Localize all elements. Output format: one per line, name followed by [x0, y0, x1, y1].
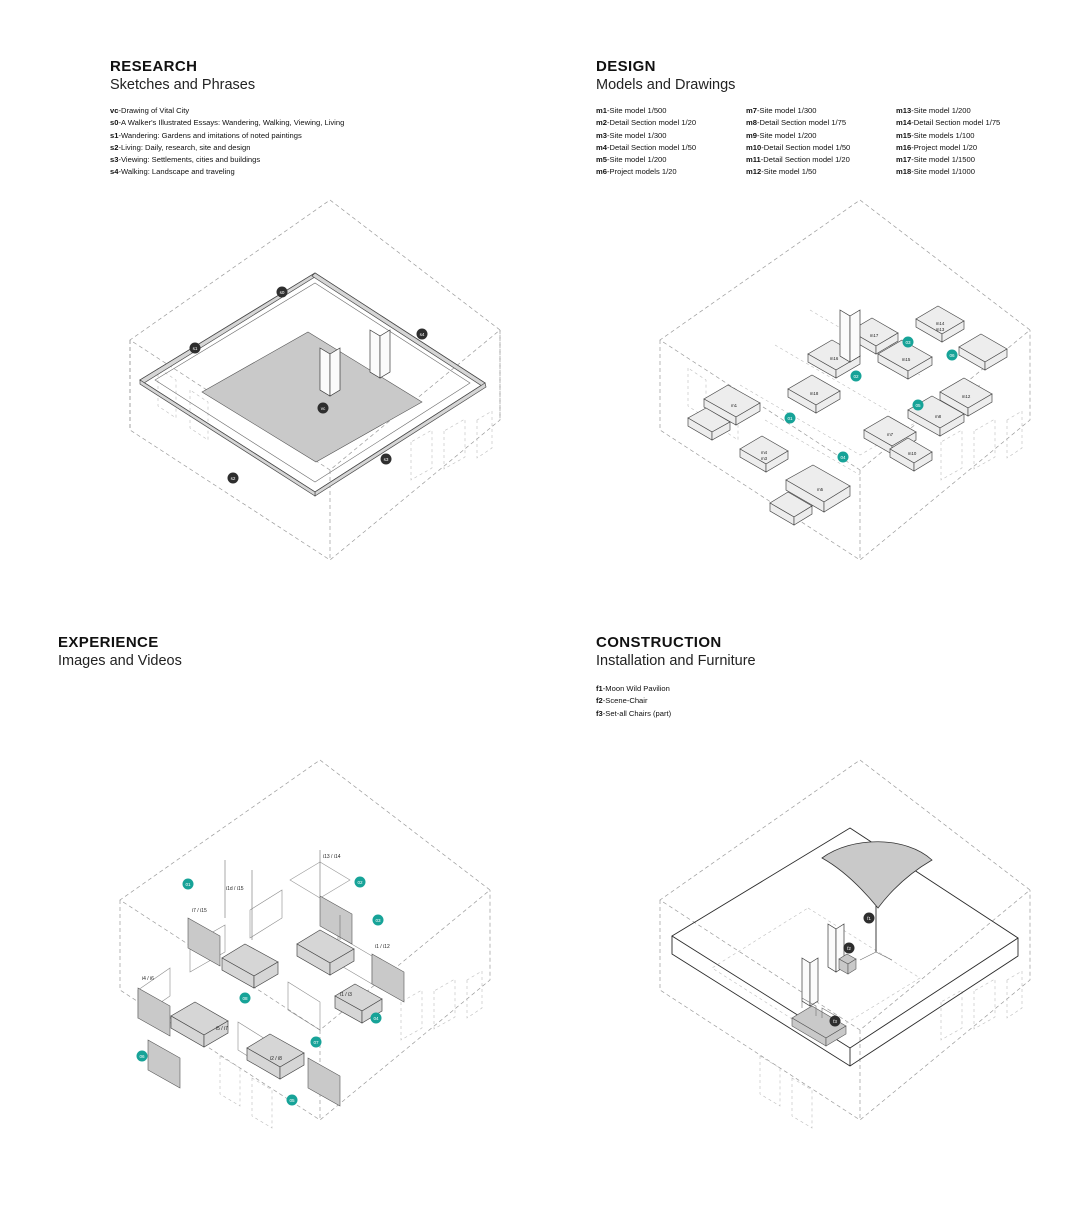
- legend-text: -Site model 1/50: [761, 167, 817, 177]
- section-design: [596, 58, 1056, 179]
- marker-label: s1: [192, 346, 198, 351]
- legend-code: m1: [596, 106, 607, 115]
- design-axonometric-drawing: [560, 180, 1060, 620]
- screen-label: i13 / i14: [323, 854, 341, 860]
- legend-item: [896, 130, 1024, 142]
- screen-label: i7 / i15: [192, 908, 207, 914]
- legend-item: [896, 117, 1024, 129]
- model-label: m1: [730, 403, 738, 408]
- legend-code: m12: [746, 167, 762, 177]
- legend-item: [746, 142, 874, 154]
- legend-code: vc: [110, 106, 119, 115]
- marker-label: vc: [320, 406, 326, 411]
- legend-text: -Walking: Landscape and traveling: [118, 167, 235, 177]
- legend-code: m3: [596, 130, 607, 140]
- legend-text: -Detail Section model 1/20: [760, 155, 850, 165]
- marker-label: 08: [242, 996, 248, 1001]
- legend-item: [110, 105, 410, 117]
- legend-code: f2: [596, 696, 603, 706]
- legend-item: [746, 154, 874, 166]
- marker-label: s0: [279, 290, 285, 295]
- construction-subtitle: Installation and Furniture: [596, 653, 756, 669]
- design-legend-column-1: [596, 105, 724, 179]
- legend-code: s1: [110, 130, 119, 140]
- legend-item: [746, 166, 874, 178]
- legend-item: [596, 117, 724, 129]
- legend-text: -Detail Section model 1/50: [606, 142, 697, 152]
- legend-item: [746, 130, 874, 142]
- section-experience: [58, 634, 478, 681]
- model-label: m8: [934, 414, 942, 419]
- standing-panel: [840, 310, 860, 362]
- model-label: m3: [760, 456, 768, 461]
- screen-label: i5 / i7: [216, 1026, 228, 1032]
- construction-legend: [596, 683, 1016, 720]
- marker-label: 04: [840, 455, 846, 460]
- model-label: m7: [886, 432, 894, 437]
- marker-label: f1: [867, 916, 871, 921]
- marker-label: 02: [357, 880, 363, 885]
- screen-label: i1 / i3: [340, 992, 352, 998]
- model-label: m4: [760, 450, 768, 455]
- legend-item: [110, 117, 410, 129]
- legend-code: m8: [746, 118, 757, 128]
- marker-label: s4: [419, 332, 425, 337]
- room-outline-dashed: [660, 200, 1030, 560]
- legend-item: [110, 166, 410, 178]
- legend-code: m18: [896, 167, 912, 177]
- marker-label: 06: [949, 353, 955, 358]
- legend-item: [110, 154, 410, 166]
- legend-item: [896, 154, 1024, 166]
- legend-item: [896, 105, 1024, 117]
- research-axonometric-drawing: [30, 180, 530, 620]
- legend-text: -Set-all Chairs (part): [602, 708, 672, 718]
- marker-label: f2: [847, 946, 851, 951]
- marker-label: 01: [787, 416, 793, 421]
- marker-label: 05: [289, 1098, 295, 1103]
- legend-code: s0: [110, 118, 119, 128]
- marker-label: 03: [905, 340, 911, 345]
- legend-text: -Detail Section model 1/20: [606, 118, 697, 128]
- marker-label: 03: [375, 918, 381, 923]
- research-title: RESEARCH: [110, 58, 198, 75]
- experience-subtitle: Images and Videos: [58, 653, 182, 669]
- screen-label: i1 / i12: [375, 944, 390, 950]
- legend-text: -Detail Section model 1/75: [911, 118, 1001, 128]
- legend-code: m6: [596, 167, 607, 177]
- model-label: m12: [961, 394, 971, 399]
- wall-openings: [760, 971, 1022, 1128]
- screen-label: i1d / i15: [226, 886, 244, 892]
- legend-item: [596, 142, 724, 154]
- legend-text: -Site model 1/1500: [911, 155, 975, 165]
- legend-code: m9: [746, 130, 757, 140]
- experience-axonometric-drawing: [20, 740, 520, 1210]
- model-label: m16: [829, 356, 839, 361]
- legend-text: -Wandering: Gardens and imitations of noted paintings: [118, 130, 302, 140]
- legend-text: -Viewing: Settlements, cities and buildings: [118, 155, 261, 165]
- marker-label: 02: [853, 374, 859, 379]
- legend-code: m17: [896, 155, 912, 165]
- legend-text: -Moon Wild Pavilion: [602, 684, 670, 693]
- legend-code: s3: [110, 155, 119, 165]
- furniture-elements: [792, 924, 856, 1046]
- design-legend: [596, 105, 1056, 179]
- legend-item: [596, 105, 724, 117]
- legend-code: m14: [896, 118, 912, 128]
- legend-code: f1: [596, 684, 603, 693]
- legend-text: -Detail Section model 1/50: [761, 142, 851, 152]
- legend-item: [110, 130, 410, 142]
- legend-text: -Project model 1/20: [911, 142, 978, 152]
- section-research: [110, 58, 530, 179]
- legend-item: [596, 695, 1016, 707]
- legend-text: -Drawing of Vital City: [118, 106, 190, 115]
- legend-code: m15: [896, 130, 912, 140]
- legend-text: -Scene-Chair: [602, 696, 648, 706]
- legend-item: [896, 142, 1024, 154]
- marker-label: 01: [185, 882, 191, 887]
- marker-label: 04: [373, 1016, 379, 1021]
- legend-code: m10: [746, 142, 762, 152]
- model-label: m13: [935, 327, 945, 332]
- legend-code: f3: [596, 708, 603, 718]
- design-legend-column-2: [746, 105, 874, 179]
- legend-item: [596, 708, 1016, 720]
- legend-text: -Site model 1/300: [606, 130, 667, 140]
- marker-label: 07: [313, 1040, 319, 1045]
- section-construction: [596, 634, 1016, 720]
- legend-code: s2: [110, 142, 119, 152]
- model-label: m17: [869, 333, 879, 338]
- legend-text: -Project models 1/20: [606, 167, 677, 177]
- screen-label: i2 / i8: [270, 1056, 282, 1062]
- legend-item: [596, 683, 1016, 695]
- legend-item: [746, 117, 874, 129]
- legend-code: m5: [596, 155, 607, 165]
- legend-code: m11: [746, 155, 761, 165]
- model-label: m15: [901, 357, 911, 362]
- marker-label: 05: [915, 403, 921, 408]
- legend-text: -Site models 1/100: [911, 130, 975, 140]
- marker-label: 06: [139, 1054, 145, 1059]
- legend-code: m4: [596, 142, 607, 152]
- legend-text: -Living: Daily, research, site and design: [118, 142, 251, 152]
- legend-text: -Site model 1/500: [606, 106, 667, 115]
- legend-item: [746, 105, 874, 117]
- research-legend: [110, 105, 530, 179]
- legend-code: m2: [596, 118, 607, 128]
- legend-text: -Site model 1/200: [911, 106, 971, 115]
- model-label: m14: [935, 321, 945, 326]
- legend-code: m16: [896, 142, 912, 152]
- room-outline-dashed: [660, 760, 1030, 1120]
- research-subtitle: Sketches and Phrases: [110, 77, 256, 93]
- screen-label: i4 / i6: [142, 976, 154, 982]
- legend-code: m13: [896, 106, 912, 115]
- design-subtitle: Models and Drawings: [596, 77, 736, 93]
- experience-title: EXPERIENCE: [58, 634, 159, 651]
- marker-label: s2: [230, 476, 236, 481]
- legend-text: -Site model 1/300: [756, 106, 817, 115]
- legend-text: -Site model 1/200: [606, 155, 667, 165]
- marker-label: f3: [833, 1019, 837, 1024]
- model-label: m18: [809, 391, 819, 396]
- research-legend-column-1: [110, 105, 410, 179]
- design-legend-column-3: [896, 105, 1024, 179]
- legend-item: [596, 130, 724, 142]
- legend-text: -Site model 1/200: [756, 130, 817, 140]
- model-label: m10: [907, 451, 917, 456]
- legend-text: -Site model 1/1000: [911, 167, 975, 177]
- legend-code: m7: [746, 106, 757, 115]
- legend-item: [896, 166, 1024, 178]
- legend-text: -A Walker's Illustrated Essays: Wandering, Walking, Viewing, Living: [118, 118, 345, 128]
- legend-item: [110, 142, 410, 154]
- model-label: m5: [816, 487, 824, 492]
- marker-label: s3: [383, 457, 389, 462]
- legend-code: s4: [110, 167, 119, 177]
- legend-item: [596, 166, 724, 178]
- legend-text: -Detail Section model 1/75: [756, 118, 847, 128]
- legend-item: [596, 154, 724, 166]
- construction-axonometric-drawing: [560, 740, 1060, 1210]
- construction-title: CONSTRUCTION: [596, 634, 722, 651]
- design-title: DESIGN: [596, 58, 656, 75]
